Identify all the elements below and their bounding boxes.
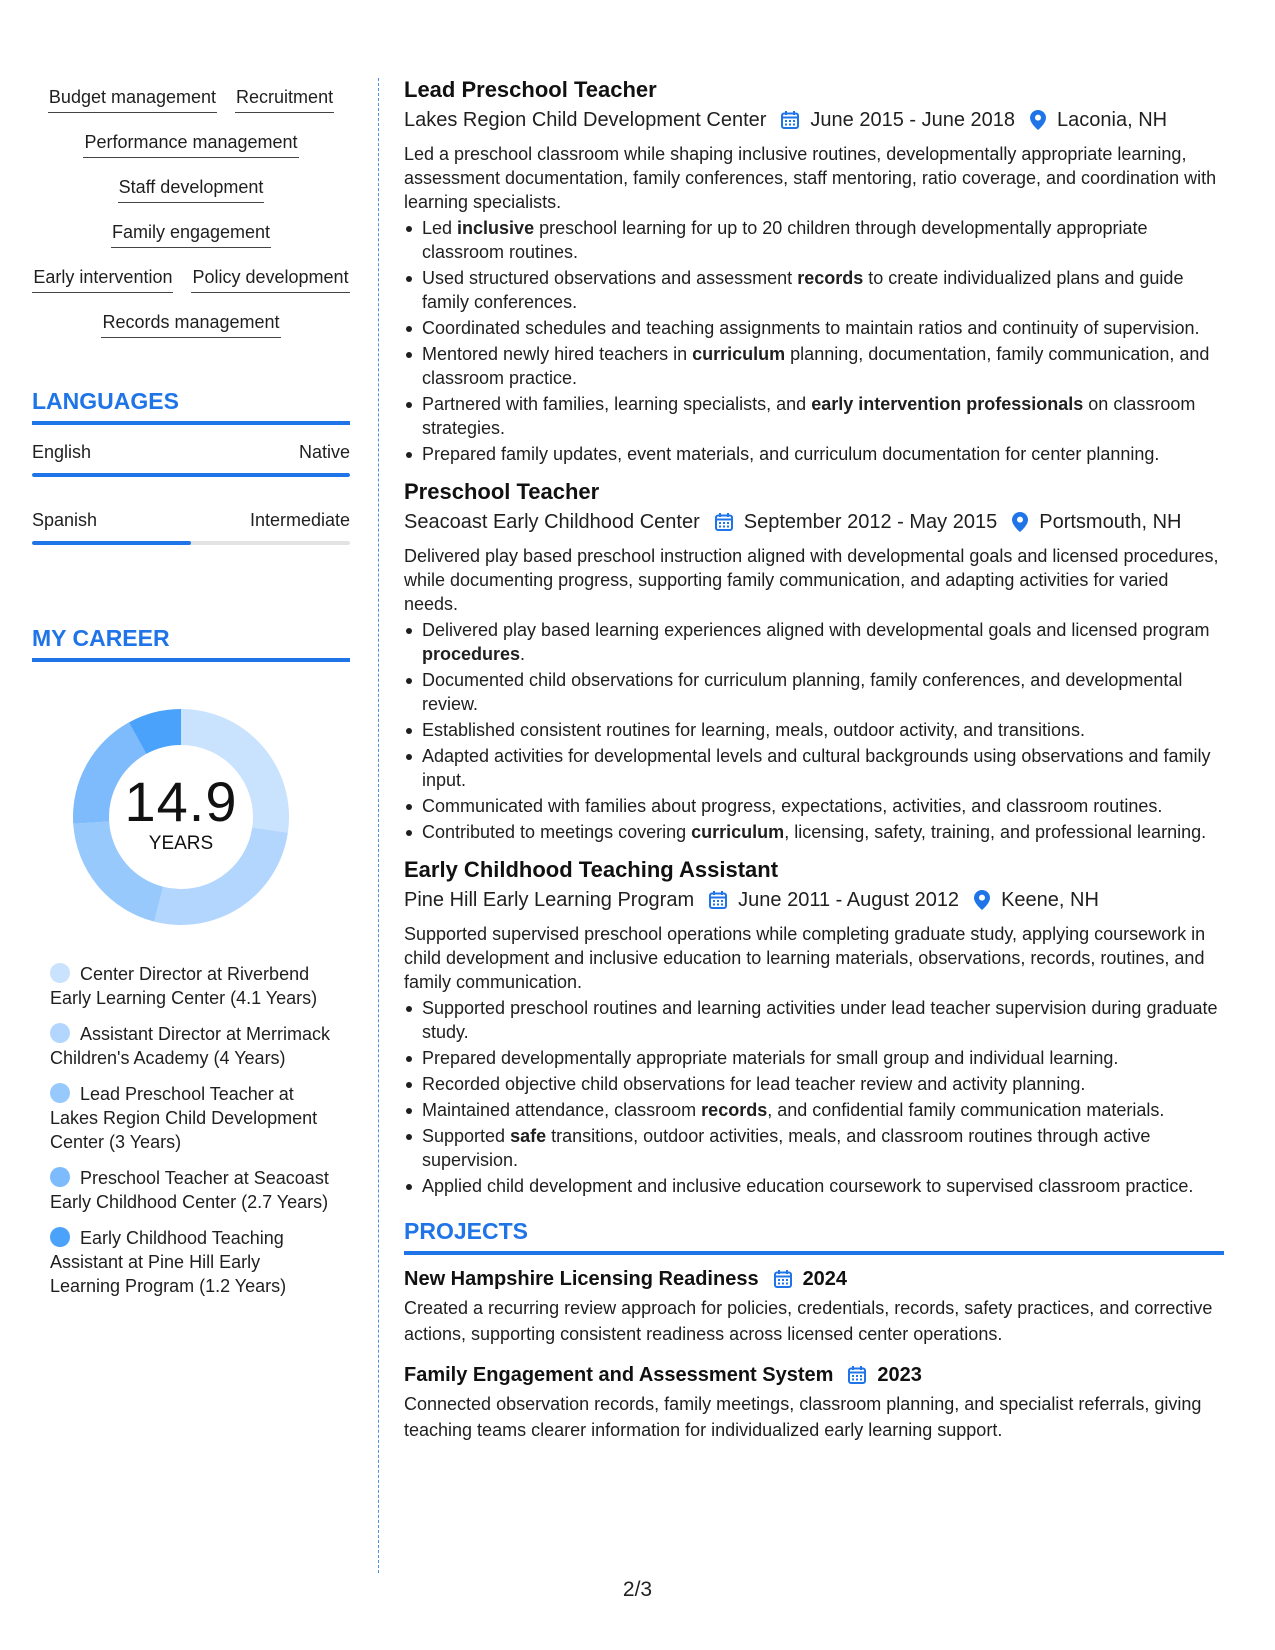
bullet-text: planning, documentation, family communication, and classroom practice. xyxy=(422,344,1210,388)
job-bullet xyxy=(404,668,1224,716)
language-level: Native xyxy=(298,442,350,462)
language-level: Intermediate xyxy=(249,510,350,530)
job-title: Lead Preschool Teacher xyxy=(404,77,657,102)
job-description: Delivered play based preschool instruction aligned with developmental goals and licensed procedures, while documenting progress, supporting family communication, and adapting activities for varied needs. xyxy=(404,546,1219,614)
calendar-icon xyxy=(773,1269,793,1289)
job-location: Laconia, NH xyxy=(1057,109,1168,131)
bullet-text: to create individualized plans and guide family conferences. xyxy=(422,268,1184,312)
career-legend-item xyxy=(50,1082,335,1154)
legend-dot xyxy=(50,1227,70,1247)
job-dates: June 2011 - August 2012 xyxy=(738,889,960,911)
skill-tag: Performance management xyxy=(83,131,298,158)
project-entry xyxy=(404,1265,1224,1347)
career-legend-text: Lead Preschool Teacher at Lakes Region Child Development Center (3 Years) xyxy=(50,1084,318,1152)
project-year: 2023 xyxy=(877,1364,922,1386)
job-dates: June 2015 - June 2018 xyxy=(810,109,1016,131)
career-legend-item xyxy=(50,1166,335,1214)
bullet-text: Maintained attendance, classroom xyxy=(422,1100,702,1120)
career-legend-text: Early Childhood Teaching Assistant at Pine Hill Early Learning Program (1.2 Years) xyxy=(50,1228,287,1296)
job-bullet xyxy=(404,794,1224,818)
project-description: Created a recurring review approach for policies, credentials, records, safety practices, and corrective actions, supporting consistent readiness across licensed center operations. xyxy=(404,1298,1213,1344)
language-level-fill xyxy=(32,473,350,477)
job-bullet xyxy=(404,1124,1224,1172)
bullet-keyword: curriculum xyxy=(691,822,785,842)
projects-section xyxy=(404,1218,1224,1443)
career-legend-text: Preschool Teacher at Seacoast Early Childhood Center (2.7 Years) xyxy=(50,1168,329,1212)
job-title: Preschool Teacher xyxy=(404,479,600,504)
calendar-icon xyxy=(847,1365,867,1385)
bullet-keyword: records xyxy=(701,1100,768,1120)
job-bullet xyxy=(404,442,1224,466)
job-company: Seacoast Early Childhood Center xyxy=(404,511,700,533)
job-bullets xyxy=(404,618,1224,844)
main-content xyxy=(404,76,1224,1443)
project-description: Connected observation records, family meetings, classroom planning, and specialist referrals, giving teaching teams clearer information for individualized early learning support. xyxy=(404,1394,1202,1440)
job-bullet xyxy=(404,618,1224,666)
bullet-text: Prepared family updates, event materials, and curriculum documentation for center planning. xyxy=(422,444,1160,464)
job-bullet xyxy=(404,216,1224,264)
language-name: Spanish xyxy=(32,510,98,530)
job-entry xyxy=(404,76,1224,466)
career-legend-text: Center Director at Riverbend Early Learning Center (4.1 Years) xyxy=(50,964,318,1008)
page-number: 2/3 xyxy=(622,1578,653,1601)
job-description: Supported supervised preschool operations while completing graduate study, applying coursework in child development and inclusive education to learning materials, observations, records, routines, and family communication. xyxy=(404,924,1206,992)
career-legend-item xyxy=(50,962,335,1010)
career-legend-text: Assistant Director at Merrimack Children's Academy (4 Years) xyxy=(50,1024,331,1068)
bullet-keyword: procedures xyxy=(422,644,521,664)
skill-tag: Early intervention xyxy=(32,266,173,293)
project-title-row xyxy=(404,1265,1224,1293)
job-bullet xyxy=(404,266,1224,314)
skill-tag: Budget management xyxy=(48,86,217,113)
skill-tag: Records management xyxy=(101,311,280,338)
bullet-text: Supported preschool routines and learning activities under lead teacher supervision during graduate study. xyxy=(422,998,1218,1042)
career-legend-item xyxy=(50,1022,335,1070)
job-company: Lakes Region Child Development Center xyxy=(404,109,767,131)
bullet-text: Supported xyxy=(422,1126,511,1146)
project-entry xyxy=(404,1361,1224,1443)
legend-dot xyxy=(50,1167,70,1187)
job-company: Pine Hill Early Learning Program xyxy=(404,889,695,911)
bullet-keyword: safe xyxy=(510,1126,547,1146)
job-bullet xyxy=(404,1072,1224,1096)
job-bullet xyxy=(404,392,1224,440)
legend-dot xyxy=(50,1083,70,1103)
language-row xyxy=(32,509,350,545)
language-level-bar xyxy=(32,541,350,545)
bullet-text: Used structured observations and assessment xyxy=(422,268,798,288)
job-bullet xyxy=(404,1098,1224,1122)
bullet-text: Communicated with families about progress, expectations, activities, and classroom routines. xyxy=(422,796,1163,816)
career-total-years: 14.9 xyxy=(124,770,238,833)
calendar-icon xyxy=(780,110,800,130)
bullet-text: preschool learning for up to 20 children through developmentally appropriate classroom routines. xyxy=(422,218,1148,262)
bullet-text: Applied child development and inclusive education coursework to supervised classroom practice. xyxy=(422,1176,1194,1196)
legend-dot xyxy=(50,963,70,983)
language-level-bar xyxy=(32,473,350,477)
skill-tag: Family engagement xyxy=(111,221,271,248)
legend-dot xyxy=(50,1023,70,1043)
calendar-icon xyxy=(708,890,728,910)
bullet-text: , licensing, safety, training, and professional learning. xyxy=(784,822,1207,842)
job-bullets xyxy=(404,216,1224,466)
map-pin-icon xyxy=(1029,109,1047,131)
job-meta xyxy=(404,508,1224,536)
career-legend xyxy=(50,962,335,1298)
column-divider xyxy=(378,78,379,1573)
bullet-text: Recorded objective child observations for lead teacher review and activity planning. xyxy=(422,1074,1086,1094)
job-entry xyxy=(404,478,1224,844)
job-description: Led a preschool classroom while shaping inclusive routines, developmentally appropriate learning, assessment documentation, family conferences, staff mentoring, ratio coverage, and coordination with learning specialists. xyxy=(404,144,1217,212)
job-title: Early Childhood Teaching Assistant xyxy=(404,857,779,882)
bullet-text: on classroom strategies. xyxy=(422,394,1196,438)
job-bullet xyxy=(404,744,1224,792)
projects-heading: PROJECTS xyxy=(404,1218,1224,1255)
career-total-unit: YEARS xyxy=(148,833,214,854)
bullet-text: Documented child observations for curriculum planning, family conferences, and developmental review. xyxy=(422,670,1183,714)
job-bullet xyxy=(404,1046,1224,1070)
bullet-text: Contributed to meetings covering xyxy=(422,822,692,842)
bullet-text: Partnered with families, learning specialists, and xyxy=(422,394,812,414)
job-bullet xyxy=(404,342,1224,390)
language-name: English xyxy=(32,442,92,462)
job-location: Portsmouth, NH xyxy=(1039,511,1182,533)
bullet-text: Coordinated schedules and teaching assignments to maintain ratios and continuity of supervision. xyxy=(422,318,1200,338)
job-bullet xyxy=(404,718,1224,742)
bullet-text: . xyxy=(520,644,526,664)
experience-list xyxy=(404,76,1224,1198)
calendar-icon xyxy=(714,512,734,532)
bullet-text: Mentored newly hired teachers in xyxy=(422,344,693,364)
sidebar xyxy=(32,86,350,1310)
bullet-text: Established consistent routines for learning, meals, outdoor activity, and transitions. xyxy=(422,720,1086,740)
donut-center xyxy=(66,702,296,932)
projects-list xyxy=(404,1265,1224,1443)
career-legend-item xyxy=(50,1226,335,1298)
bullet-text: Delivered play based learning experiences aligned with developmental goals and licensed program xyxy=(422,620,1210,640)
project-title: New Hampshire Licensing Readiness xyxy=(404,1268,759,1290)
job-location: Keene, NH xyxy=(1001,889,1099,911)
languages-section xyxy=(32,388,350,545)
job-meta xyxy=(404,106,1224,134)
job-bullet xyxy=(404,316,1224,340)
skill-tag: Recruitment xyxy=(235,86,334,113)
career-section xyxy=(32,625,350,1298)
job-bullets xyxy=(404,996,1224,1198)
bullet-text: , and confidential family communication materials. xyxy=(767,1100,1165,1120)
job-entry xyxy=(404,856,1224,1198)
skill-tag: Staff development xyxy=(118,176,265,203)
bullet-keyword: early intervention professionals xyxy=(811,394,1084,414)
job-bullet xyxy=(404,820,1224,844)
map-pin-icon xyxy=(1011,511,1029,533)
job-bullet xyxy=(404,996,1224,1044)
job-meta xyxy=(404,886,1224,914)
bullet-keyword: curriculum xyxy=(692,344,786,364)
project-year: 2024 xyxy=(802,1268,848,1290)
bullet-text: Adapted activities for developmental levels and cultural backgrounds using observations and family input. xyxy=(422,746,1211,790)
bullet-text: transitions, outdoor activities, meals, and classroom routines through active supervision. xyxy=(422,1126,1151,1170)
languages-heading: LANGUAGES xyxy=(32,388,350,425)
job-bullet xyxy=(404,1174,1224,1198)
language-row xyxy=(32,441,350,477)
bullet-text: Prepared developmentally appropriate materials for small group and individual learning. xyxy=(422,1048,1119,1068)
bullet-keyword: inclusive xyxy=(457,218,535,238)
language-level-fill xyxy=(32,541,191,545)
bullet-text: Led xyxy=(422,218,458,238)
skills-list xyxy=(32,86,350,338)
project-title-row xyxy=(404,1361,1224,1389)
map-pin-icon xyxy=(973,889,991,911)
bullet-keyword: records xyxy=(797,268,864,288)
career-heading: MY CAREER xyxy=(32,625,350,662)
skill-tag: Policy development xyxy=(191,266,349,293)
job-dates: September 2012 - May 2015 xyxy=(743,511,998,533)
career-donut-chart xyxy=(66,702,296,932)
project-title: Family Engagement and Assessment System xyxy=(404,1364,834,1386)
